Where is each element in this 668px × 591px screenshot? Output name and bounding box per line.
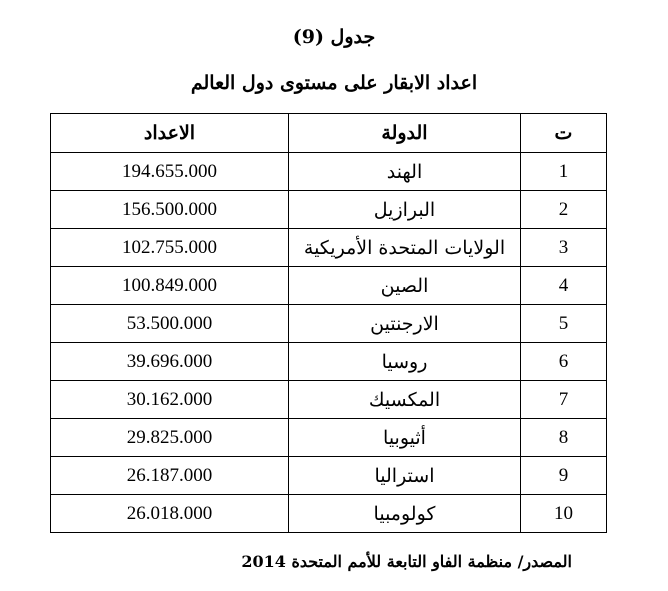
table-row [51,229,607,267]
row-index: 4 [521,267,607,305]
row-country: أثيوبيا [289,419,521,457]
header-index: ت [521,114,607,153]
source-note: المصدر/ منظمة الفاو التابعة للأمم المتحدة 2014 [241,552,572,571]
row-index: 9 [521,457,607,495]
table-row [51,267,607,305]
row-index: 3 [521,229,607,267]
row-index: 7 [521,381,607,419]
table-row [51,419,607,457]
row-count: 100.849.000 [51,267,289,305]
row-country: روسيا [289,343,521,381]
row-count: 156.500.000 [51,191,289,229]
row-country: كولومبيا [289,495,521,533]
row-count: 30.162.000 [51,381,289,419]
cattle-count-table [50,113,607,533]
row-index: 8 [521,419,607,457]
header-count: الاعداد [51,114,289,153]
row-country: الولايات المتحدة الأمريكية [289,229,521,267]
table-header-row [51,114,607,153]
table-row [51,153,607,191]
row-country: المكسيك [289,381,521,419]
row-count: 26.187.000 [51,457,289,495]
table-row [51,457,607,495]
row-country: البرازيل [289,191,521,229]
row-count: 194.655.000 [51,153,289,191]
row-count: 26.018.000 [51,495,289,533]
header-country: الدولة [289,114,521,153]
row-country: الهند [289,153,521,191]
table-title: اعداد الابقار على مستوى دول العالم [190,72,478,94]
table-row [51,495,607,533]
row-country: الارجنتين [289,305,521,343]
row-country: استراليا [289,457,521,495]
row-index: 10 [521,495,607,533]
row-count: 102.755.000 [51,229,289,267]
row-count: 29.825.000 [51,419,289,457]
table-row [51,381,607,419]
row-country: الصين [289,267,521,305]
table-row [51,191,607,229]
table-row [51,343,607,381]
row-index: 6 [521,343,607,381]
row-index: 1 [521,153,607,191]
row-index: 2 [521,191,607,229]
table-number: جدول (9) [292,26,376,48]
row-index: 5 [521,305,607,343]
row-count: 53.500.000 [51,305,289,343]
row-count: 39.696.000 [51,343,289,381]
table-row [51,305,607,343]
